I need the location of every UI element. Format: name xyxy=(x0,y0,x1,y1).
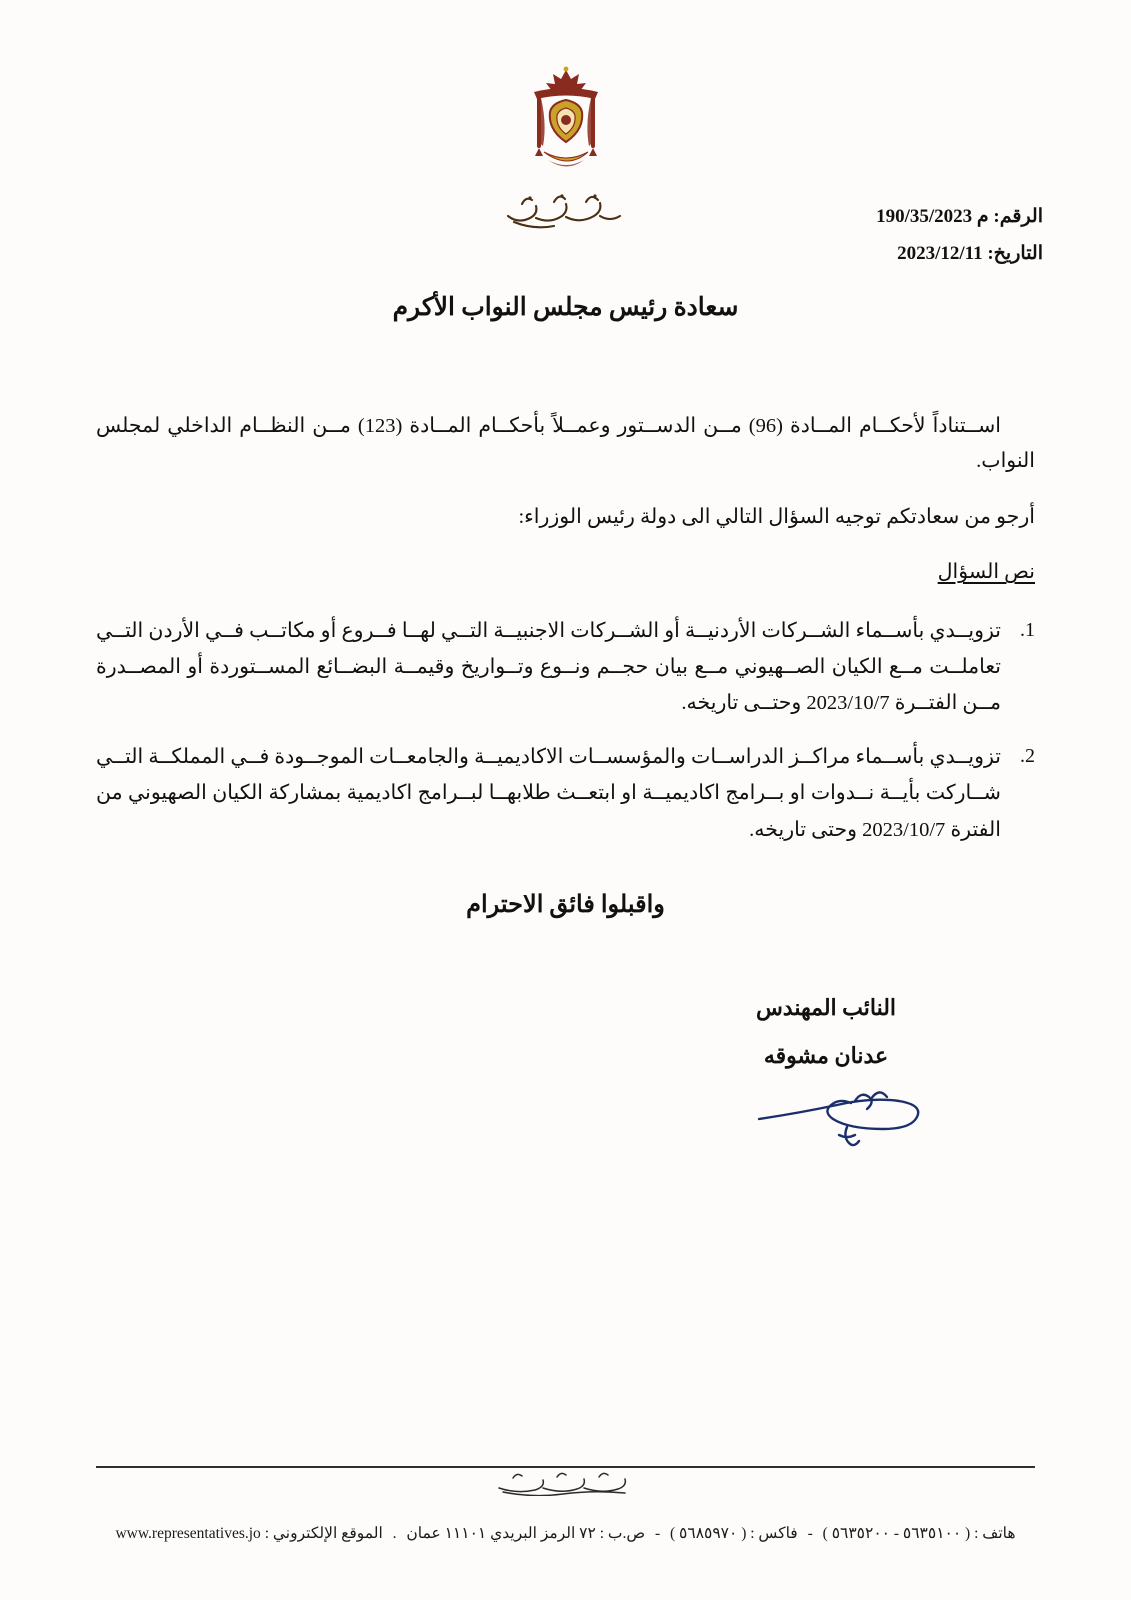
reference-number-label: الرقم: xyxy=(993,206,1043,227)
list-item: تزويــدي بأســماء مراكــز الدراســات والمؤسســات الاكاديميــة والجامعــات الموجــودة فــي المملكــة التــي شــاركت بأيــة نــدوات او بــرامج اكاديميــة او ابتعــث طلابهــا لبــرامج اكاديمية بمشاركة الكيان الصهيوني من الفترة 2023/10/7 وحتى تاريخه. xyxy=(96,745,1001,841)
hashemite-kingdom-of-jordan-crest-icon xyxy=(0,1470,1131,1501)
footer-website-label: الموقع الإلكتروني : xyxy=(264,1525,383,1542)
footer-website-value[interactable]: www.representatives.jo xyxy=(115,1525,261,1542)
footer-separator: - xyxy=(807,1525,813,1542)
footer-phone-label: هاتف : xyxy=(974,1525,1016,1542)
footer-fax-value: ( ٥٦٨٥٩٧٠ ) xyxy=(670,1525,747,1542)
footer-separator: . xyxy=(392,1525,397,1542)
document-body xyxy=(96,388,1035,865)
reference-block xyxy=(876,198,1043,272)
reference-number-row xyxy=(876,198,1043,235)
reference-number-value: م 190/35/2023 xyxy=(876,206,989,227)
footer-contact-line xyxy=(96,1524,1035,1543)
footer-phone-value: ( ٥٦٣٥١٠٠ - ٥٦٣٥٢٠٠ ) xyxy=(822,1525,971,1542)
closing-salutation: واقبلوا فائق الاحترام xyxy=(466,892,665,918)
coat-of-arms-container xyxy=(0,66,1131,183)
page-title: سعادة رئيس مجلس النواب الأكرم xyxy=(392,294,739,321)
reference-date-row xyxy=(876,235,1043,272)
jordan-royal-coat-of-arms-icon xyxy=(518,66,614,176)
intro-paragraph: اســتناداً لأحكــام المــادة (96) مــن الدســتور وعمــلاً بأحكــام المــادة (123) مــن النظــام الداخلي لمجلس النواب. xyxy=(96,414,1035,472)
footer-separator: - xyxy=(654,1525,661,1542)
signatory-title: النائب المهندس xyxy=(755,995,897,1020)
reference-date-value: 2023/12/11 xyxy=(897,243,983,265)
signatory-name: عدنان مشوقه xyxy=(763,1043,889,1068)
reference-date-label: التاريخ: xyxy=(987,243,1043,265)
questions-list xyxy=(96,613,1035,849)
handwritten-signature-icon xyxy=(661,1075,991,1155)
footer-po-box: ص.ب : ٧٢ الرمز البريدي ١١١٠١ عمان xyxy=(406,1525,646,1542)
request-paragraph: أرجو من سعادتكم توجيه السؤال التالي الى دولة رئيس الوزراء: xyxy=(518,505,1035,528)
footer-divider xyxy=(96,1466,1035,1468)
footer-fax-label: فاكس : xyxy=(750,1525,798,1542)
question-section-label: نص السؤال xyxy=(937,561,1035,584)
list-item: تزويــدي بأســماء الشــركات الأردنيــة أو الشــركات الاجنبيــة التــي لهــا فــروع أو مكاتــب فــي الأردن التــي تعاملــت مــع الكيان الصــهيوني مــع بيان حجــم ونــوع وتــواريخ وقيمــة البضــائع المســتوردة أو المصــدرة مــن الفتــرة 2023/10/7 وحتــى تاريخه. xyxy=(96,619,1001,715)
signature-block xyxy=(661,995,991,1155)
